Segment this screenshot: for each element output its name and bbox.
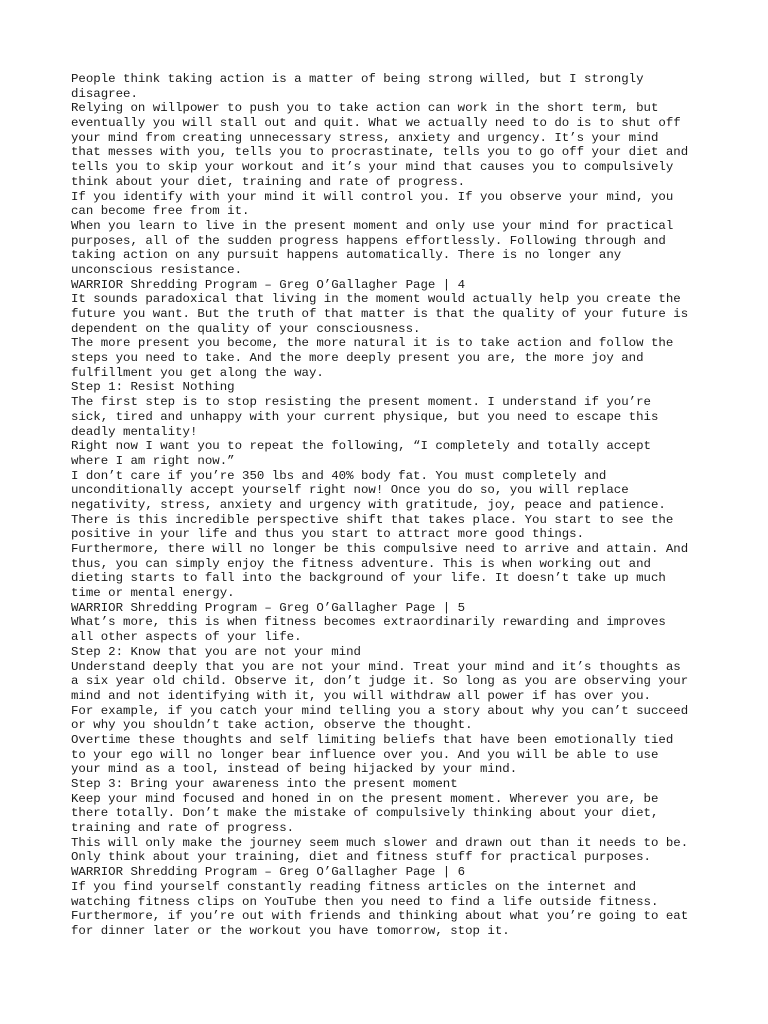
text-line: Furthermore, there will no longer be this compulsive need to arrive and attain. And [71, 542, 689, 556]
text-line: If you identify with your mind it will control you. If you observe your mind, you [71, 189, 674, 204]
text-line: disagree. [71, 86, 138, 101]
text-line: If you find yourself constantly reading fitness articles on the internet and [71, 879, 637, 894]
text-line: purposes, all of the sudden progress happens effortlessly. Following through and [71, 233, 666, 248]
text-line: dependent on the quality of your consciousness. [71, 321, 421, 336]
text-line: For example, if you catch your mind telling you a story about why you can’t succeed [71, 703, 689, 718]
text-line: Step 3: Bring your awareness into the present moment [71, 777, 458, 791]
text-line: Keep your mind focused and honed in on the present moment. Wherever you are, be [71, 791, 659, 806]
text-line: mind and not identifying with it, you will withdraw all power if has over you. [71, 688, 651, 703]
text-line: The more present you become, the more natural it is to take action and follow the [71, 336, 674, 351]
text-line: deadly mentality! [71, 424, 198, 439]
text-line: WARRIOR Shredding Program – Greg O’Gallagher Page | 5 [71, 600, 466, 615]
text-line: there totally. Don’t make the mistake of compulsively thinking about your diet, [71, 806, 659, 821]
text-line: fulfillment you get along the way. [71, 365, 324, 380]
text-line: There is this incredible perspective shift that takes place. You start to see the [71, 512, 674, 527]
text-line: to your ego will no longer bear influence over you. And you will be able to use [71, 747, 659, 762]
text-line: watching fitness clips on YouTube then you need to find a life outside fitness. [71, 894, 659, 909]
text-line: It sounds paradoxical that living in the moment would actually help you create the [71, 292, 681, 307]
text-line: think about your diet, training and rate of progress. [71, 174, 466, 189]
text-line: Furthermore, if you’re out with friends and thinking about what you’re going to eat [71, 909, 689, 924]
text-line: Right now I want you to repeat the following, “I completely and totally accept [71, 439, 651, 454]
text-line: sick, tired and unhappy with your current physique, but you need to escape this [71, 409, 659, 424]
text-line: positive in your life and thus you start to attract more good things. [71, 527, 585, 542]
text-line: People think taking action is a matter of being strong willed, but I strongly [71, 72, 644, 86]
text-line: or why you shouldn’t take action, observe the thought. [71, 718, 473, 733]
text-line: tells you to skip your workout and it’s your mind that causes you to compulsively [71, 160, 674, 175]
text-line: can become free from it. [71, 204, 250, 219]
text-line: eventually you will stall out and quit. What we actually need to do is to shut off [71, 116, 681, 131]
text-line: Only think about your training, diet and fitness stuff for practical purposes. [71, 850, 651, 865]
text-line: When you learn to live in the present moment and only use your mind for practical [71, 218, 674, 233]
text-line: where I am right now.” [71, 453, 235, 468]
text-line: thus, you can simply enjoy the fitness adventure. This is when working out and [71, 556, 651, 571]
text-line: your mind from creating unnecessary stress, anxiety and urgency. It’s your mind [71, 130, 659, 145]
text-line: WARRIOR Shredding Program – Greg O’Gallagher Page | 4 [71, 277, 466, 292]
text-line: negativity, stress, anxiety and urgency with gratitude, joy, peace and patience. [71, 497, 666, 512]
text-line: unconscious resistance. [71, 262, 243, 277]
text-line: unconditionally accept yourself right now! Once you do so, you will replace [71, 483, 629, 498]
text-line: This will only make the journey seem much slower and drawn out than it needs to be. [71, 835, 689, 850]
text-line: I don’t care if you’re 350 lbs and 40% body fat. You must completely and [71, 468, 607, 483]
text-line: Step 1: Resist Nothing [71, 380, 235, 395]
document-page [71, 72, 701, 939]
text-line: all other aspects of your life. [71, 630, 302, 645]
text-line: that messes with you, tells you to procrastinate, tells you to go off your diet and [71, 145, 689, 160]
text-line: a six year old child. Observe it, don’t judge it. So long as you are observing your [71, 674, 689, 689]
text-line: future you want. But the truth of that matter is that the quality of your future is [71, 307, 689, 321]
text-line: your mind as a tool, instead of being hijacked by your mind. [71, 762, 518, 777]
text-line: Understand deeply that you are not your mind. Treat your mind and it’s thoughts as [71, 659, 681, 674]
text-line: Relying on willpower to push you to take action can work in the short term, but [71, 101, 659, 116]
text-line: The first step is to stop resisting the present moment. I understand if you’re [71, 395, 651, 410]
text-line: What’s more, this is when fitness becomes extraordinarily rewarding and improves [71, 615, 666, 630]
text-line: taking action on any pursuit happens automatically. There is no longer any [71, 248, 622, 263]
text-line: WARRIOR Shredding Program – Greg O’Gallagher Page | 6 [71, 865, 466, 880]
text-line: Step 2: Know that you are not your mind [71, 644, 361, 659]
text-line: steps you need to take. And the more deeply present you are, the more joy and [71, 351, 644, 366]
text-line: time or mental energy. [71, 586, 235, 601]
text-line: Overtime these thoughts and self limiting beliefs that have been emotionally tied [71, 732, 674, 747]
text-line: dieting starts to fall into the background of your life. It doesn’t take up much [71, 571, 666, 586]
text-line: training and rate of progress. [71, 821, 295, 836]
text-line: for dinner later or the workout you have tomorrow, stop it. [71, 923, 510, 938]
